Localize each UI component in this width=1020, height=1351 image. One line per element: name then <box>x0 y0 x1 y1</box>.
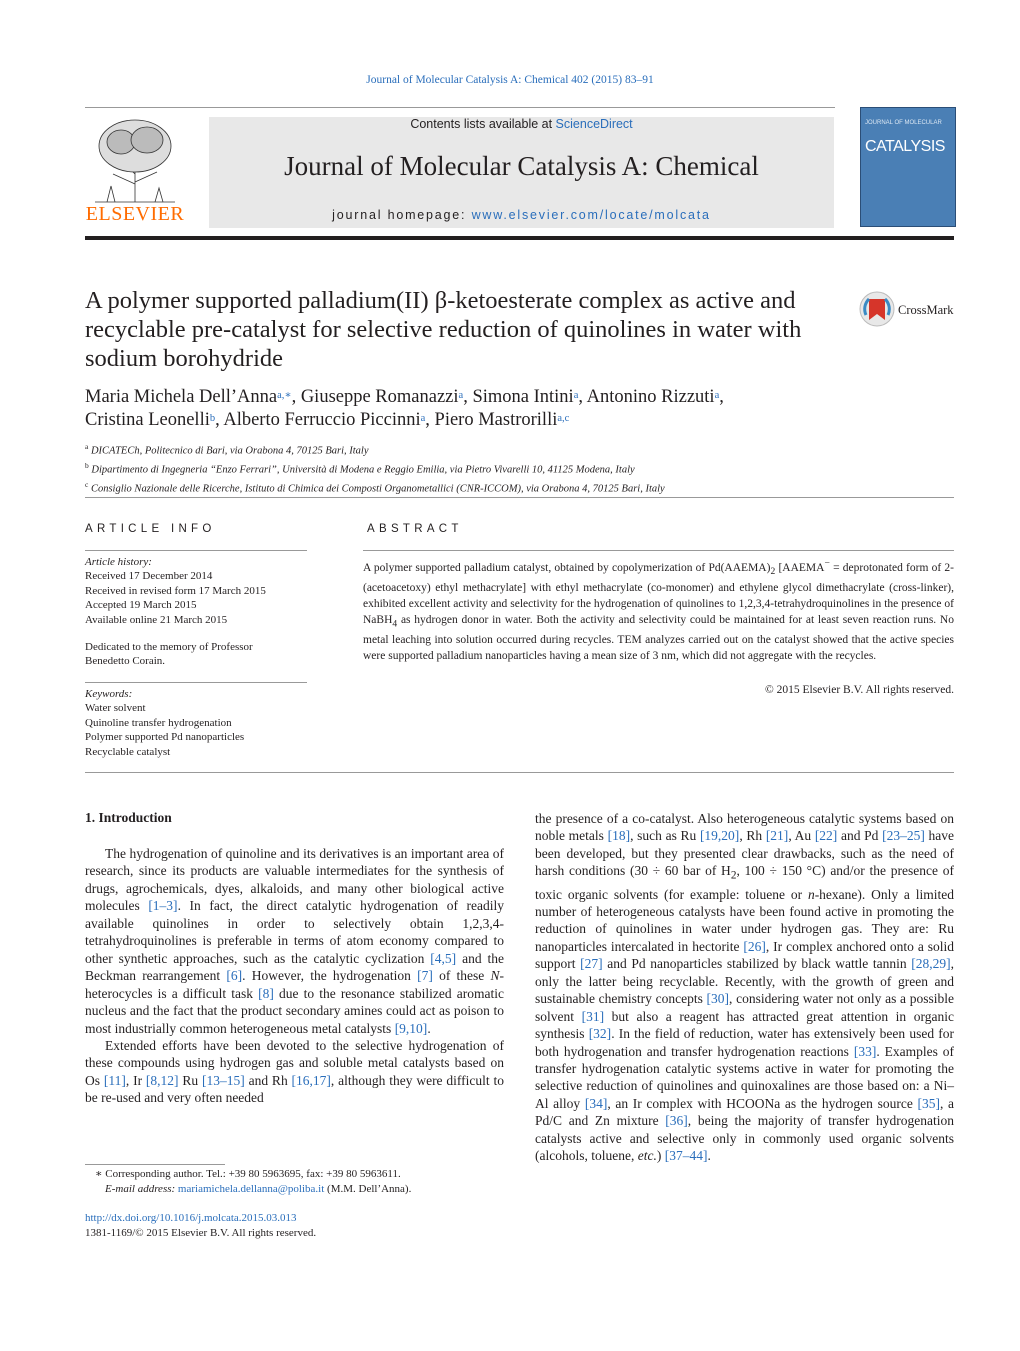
affiliation-list <box>85 440 954 497</box>
cover-title: CATALYSIS <box>865 138 945 155</box>
email-line: E-mail address: mariamichela.dellanna@poliba.it (M.M. Dell’Anna). <box>105 1182 412 1195</box>
divider <box>85 682 307 683</box>
elsevier-wordmark: ELSEVIER <box>85 203 185 225</box>
body-column-left <box>85 845 504 1107</box>
abstract-copyright: © 2015 Elsevier B.V. All rights reserved. <box>765 684 954 696</box>
history-entry: Received in revised form 17 March 2015 <box>85 584 266 597</box>
elsevier-tree-icon <box>85 114 185 206</box>
citation-link[interactable]: [37–44] <box>664 1148 708 1164</box>
header-thick-rule <box>85 236 954 240</box>
citation-link[interactable]: [8] <box>258 985 274 1001</box>
author-affiliation-marker[interactable]: a <box>714 390 720 401</box>
abstract-body: A polymer supported palladium catalyst, obtained by copolymerization of $Pd(AAEMA)_2$ [AAEMA− = deprotonated form of 2-(acetoacetoxy) ethyl methacrylate] with ethyl methacrylate (co-monomer) and ethylene glycol dimethacrylate (cross-linker), exhibited excellent activity and selectivity for the hydrogenation of quinolines to 1,2,3,4-tetrahydroquinolines in the presence of NaBH$_4$ as hydrogen donor in water. Both the activity and selectivity could be maintained for at least seven reaction runs. No metal leaching into solution occurred during recycles. TEM analyzes carried out on the catalyst showed that the active species were supported palladium nanoparticles having a mean size of 3 nm, which did not aggregate with the recycles. <box>363 558 954 663</box>
author: Cristina Leonelli <box>85 410 210 430</box>
citation-link[interactable]: [31] <box>581 1008 605 1024</box>
citation-link[interactable]: [33] <box>853 1043 877 1059</box>
divider <box>85 497 954 498</box>
author: Giuseppe Romanazzi <box>300 387 459 407</box>
citation-link[interactable]: [4,5] <box>430 950 457 966</box>
paragraph: the presence of a co-catalyst. Also heterogeneous catalytic systems based on noble metals [18], such as Ru [19,20], Rh [21], Au [22] and Pd [23–25] have been developed, but they presented clear drawbacks, such as the need of harsh conditions (30 ÷ 60 bar of $H_2$, 100 ÷ 150 °C) and/or the presence of toxic organic solvents (for example: toluene or n-hexane). Only a limited number of heterogeneous catalysts have been found active in promoting the reduction of quinolines in water under hydrogen gas. They are: Ru nanoparticles intercalated in hectorite [26], Ir complex anchored onto a solid support [27] and Pd nanoparticles stabilized by black wattle tannin [28,29], only the latter being recyclable. Recently, with the growth of green and sustainable chemistry concepts [30], considering water not only as a possible solvent [31] but also a reagent has attracted great attention in organic synthesis [32]. In the field of reduction, water has extensively been used for both hydrogenation and transfer hydrogenation reactions [33]. Examples of transfer hydrogenation catalytic systems active in water for promoting the selective reduction of quinolines and quinoxalines are those based on: a Ni–Al alloy [34], an Ir complex with HCOONa as the hydrogen source [35], a Pd/C and Zn mixture [36], being the majority of transfer hydrogenation catalysts active and selective only in commonly used organic solvents (alcohols, toluene, etc.) [37–44]. <box>535 811 955 1164</box>
citation-link[interactable]: [27] <box>580 956 603 972</box>
author-affiliation-marker[interactable]: a,c <box>557 413 570 424</box>
history-entry: Available online 21 March 2015 <box>85 613 228 626</box>
author-affiliation-marker[interactable]: a <box>458 390 464 401</box>
citation-link[interactable]: [34] <box>584 1095 608 1111</box>
author: Maria Michela Dell’Anna <box>85 387 278 407</box>
affiliation: $^b$ Dipartimento di Ingegneria “Enzo Ferrari”, Università di Modena e Reggio Emilia, via Pietro Vivarelli 10, 41125 Modena, Italy <box>85 461 635 476</box>
citation-link[interactable]: [8,12] <box>145 1072 179 1088</box>
author: Antonino Rizzuti <box>586 387 715 407</box>
keyword: Quinoline transfer hydrogenation <box>85 716 232 729</box>
corresponding-author: ∗ Corresponding author. Tel.: +39 80 5963695, fax: +39 80 5963611. <box>95 1168 401 1180</box>
citation-link[interactable]: [19,20] <box>699 828 740 844</box>
sciencedirect-link[interactable]: ScienceDirect <box>555 117 633 131</box>
divider <box>85 550 307 551</box>
homepage-prefix: journal homepage: <box>332 208 472 222</box>
author-affiliation-marker[interactable]: a <box>573 390 579 401</box>
affiliation: $^c$ Consiglio Nazionale delle Ricerche, Istituto di Chimica dei Composti Organometallici (CNR-ICCOM), via Orabona 4, 70125 Bari, Italy <box>85 480 665 495</box>
author-affiliation-marker[interactable]: b <box>209 413 216 424</box>
header-rule <box>85 107 835 108</box>
citation-link[interactable]: [35] <box>917 1095 940 1111</box>
history-entry: Received 17 December 2014 <box>85 570 213 583</box>
article-title: A polymer supported palladium(II) β-ketoesterate complex as active and recyclable pre-catalyst for selective reduction of quinolines in water with sodium borohydride <box>85 287 802 372</box>
article-history <box>85 555 307 669</box>
dedication-line: Benedetto Corain. <box>85 655 166 668</box>
contents-line <box>209 117 834 131</box>
doi-link[interactable]: http://dx.doi.org/10.1016/j.molcata.2015.03.013 <box>85 1212 297 1224</box>
citation-link[interactable]: [32] <box>588 1026 612 1042</box>
citation-link[interactable]: [1–3] <box>148 898 178 914</box>
keywords <box>85 687 307 759</box>
homepage-line <box>209 208 834 222</box>
doi-block <box>85 1211 505 1240</box>
cover-subtitle: JOURNAL OF MOLECULAR <box>865 120 942 126</box>
journal-cover[interactable] <box>860 107 956 227</box>
homepage-link[interactable]: www.elsevier.com/locate/molcata <box>471 208 711 222</box>
affiliation: $^a$ DICATECh, Politecnico di Bari, via Orabona 4, 70125 Bari, Italy <box>85 442 369 457</box>
divider <box>363 550 954 551</box>
author-affiliation-marker[interactable]: a,∗ <box>277 390 292 401</box>
divider <box>85 772 954 773</box>
article-info-heading: ARTICLE INFO <box>85 523 216 535</box>
elsevier-logo <box>85 114 185 226</box>
email-link[interactable]: mariamichela.dellanna@poliba.it <box>177 1182 325 1195</box>
issn-line: 1381-1169/© 2015 Elsevier B.V. All rights reserved. <box>85 1226 317 1239</box>
paragraph: The hydrogenation of quinoline and its derivatives is an important area of research, since its products are valuable intermediates for the synthesis of drugs, agrochemicals, dyes, alkaloids, and many other biological active molecules [1–3]. In fact, the direct catalytic hydrogenation of readily available quinolines in order to selectively obtain 1,2,3,4-tetrahydroquinolines is preferable in terms of atom economy compared to other synthetic approaches, such as the catalytic cyclization [4,5] and the Beckman rearrangement [6]. However, the hydrogenation [7] of these N-heterocycles is a difficult task [8] due to the resonance stabilized aromatic nucleus and the fact that the product secondary amines could act as poison to most industrially common heterogeneous metal catalysts [9,10]. <box>85 846 505 1036</box>
citation-link[interactable]: [18] <box>607 828 631 844</box>
keyword: Polymer supported Pd nanoparticles <box>85 731 245 744</box>
citation-link[interactable]: [21] <box>765 828 789 844</box>
citation-link[interactable]: [16,17] <box>291 1072 331 1088</box>
section-heading-introduction: 1. Introduction <box>85 810 172 825</box>
history-entry: Accepted 19 March 2015 <box>85 599 197 612</box>
dedication-line: Dedicated to the memory of Professor <box>85 641 253 654</box>
history-label: Article history: <box>85 556 152 568</box>
footnote-rule <box>85 1164 225 1165</box>
abstract-heading: ABSTRACT <box>367 523 463 535</box>
corresponding-author-note <box>85 1167 505 1196</box>
citation-link[interactable]: [6] <box>226 968 243 984</box>
author: Piero Mastrorilli <box>434 410 558 430</box>
body-column-right <box>535 810 954 1165</box>
journal-title: Journal of Molecular Catalysis A: Chemical <box>284 151 759 181</box>
citation-link[interactable]: [30] <box>706 991 730 1007</box>
journal-citation[interactable]: Journal of Molecular Catalysis A: Chemical 402 (2015) 83–91 <box>366 74 654 86</box>
crossmark-icon <box>858 290 896 328</box>
citation-link[interactable]: [26] <box>743 938 766 954</box>
citation-link[interactable]: [23–25] <box>882 828 925 844</box>
citation-link[interactable]: [9,10] <box>394 1020 428 1036</box>
keyword: Water solvent <box>85 702 146 715</box>
paragraph: Extended efforts have been devoted to the selective hydrogenation of these compounds using hydrogen gas and soluble metal catalysts based on Os [11], Ir [8,12] Ru [13–15] and Rh [16,17], although they were difficult to be re-used and very often needed <box>85 1037 504 1106</box>
crossmark-badge[interactable] <box>858 290 958 330</box>
citation-link[interactable]: [36] <box>665 1113 688 1129</box>
citation-link[interactable]: [11] <box>103 1072 126 1088</box>
author: Simona Intini <box>472 387 574 407</box>
keywords-label: Keywords: <box>85 688 133 700</box>
citation-link[interactable]: [22] <box>814 828 838 844</box>
citation-link[interactable]: [7] <box>417 968 433 984</box>
crossmark-label: CrossMark <box>898 303 954 317</box>
author: Alberto Ferruccio Piccinni <box>223 410 421 430</box>
citation-link[interactable]: [13–15] <box>202 1072 245 1088</box>
author-list: Maria Michela Dell’Anna$^{a,∗}$, Giuseppe Romanazzi$^a$, Simona Intini$^a$, Antonino Rizzuti$^a$, Cristina Leonelli$^b$, Alberto Ferruccio Piccinni$^a$, Piero Mastrorilli$^{a,c}$ <box>85 387 724 430</box>
author-affiliation-marker[interactable]: a <box>420 413 426 424</box>
contents-prefix: Contents lists available at <box>410 117 556 131</box>
keyword: Recyclable catalyst <box>85 745 171 758</box>
citation-link[interactable]: [28,29] <box>911 956 951 972</box>
